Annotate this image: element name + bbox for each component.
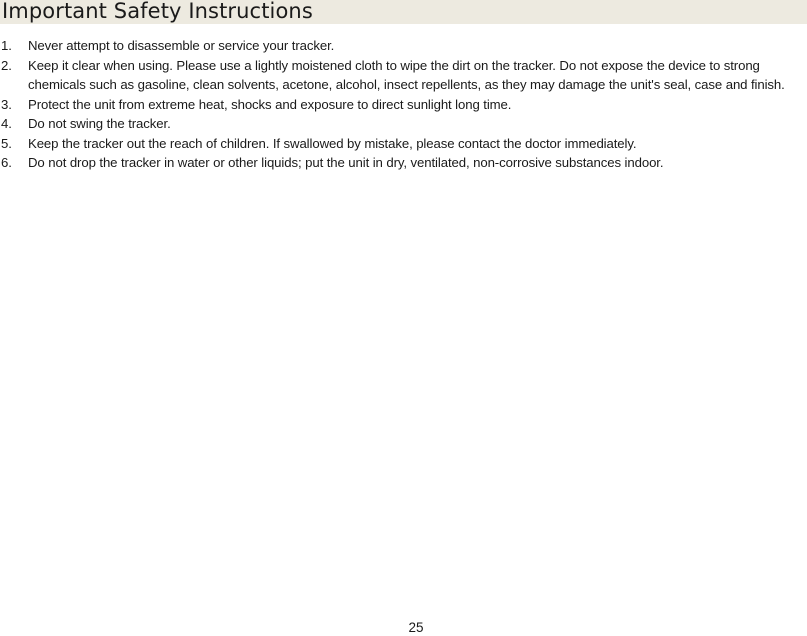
- list-item-number: 4.: [1, 116, 12, 131]
- list-item-text: Protect the unit from extreme heat, shocks and exposure to direct sunlight long time.: [28, 96, 512, 112]
- list-item: [0, 56, 807, 95]
- list-item: [0, 36, 807, 56]
- list-item-number: 6.: [1, 155, 12, 170]
- section-title: Important Safety Instructions: [2, 0, 313, 23]
- section-title-bar: [0, 0, 807, 24]
- list-item: [0, 153, 807, 173]
- list-item-number: 5.: [1, 135, 12, 151]
- list-item-text: Do not drop the tracker in water or other liquids; put the unit in dry, ventilated, non-corrosive substances indoor.: [28, 155, 664, 170]
- list-item-text: Do not swing the tracker.: [28, 116, 171, 131]
- list-item-number: 1.: [1, 38, 12, 53]
- list-item-number: 2.: [1, 57, 12, 73]
- list-item: [0, 134, 807, 154]
- list-item-text: Never attempt to disassemble or service your tracker.: [28, 38, 335, 53]
- list-item-text: Keep it clear when using. Please use a lightly moistened cloth to wipe the dirt on the tracker. Do not expose the device to strong chemicals such as gasoline, clean solvents, acetone, alcohol, insect repellents, as they may damage the unit's seal, case and finish.: [28, 57, 785, 92]
- safety-instructions-list: [0, 36, 807, 173]
- list-item-number: 3.: [1, 96, 12, 112]
- page-number: 25: [408, 620, 424, 635]
- list-item-text: Keep the tracker out the reach of children. If swallowed by mistake, please contact the doctor immediately.: [28, 135, 637, 151]
- list-item: [0, 114, 807, 134]
- list-item: [0, 95, 807, 115]
